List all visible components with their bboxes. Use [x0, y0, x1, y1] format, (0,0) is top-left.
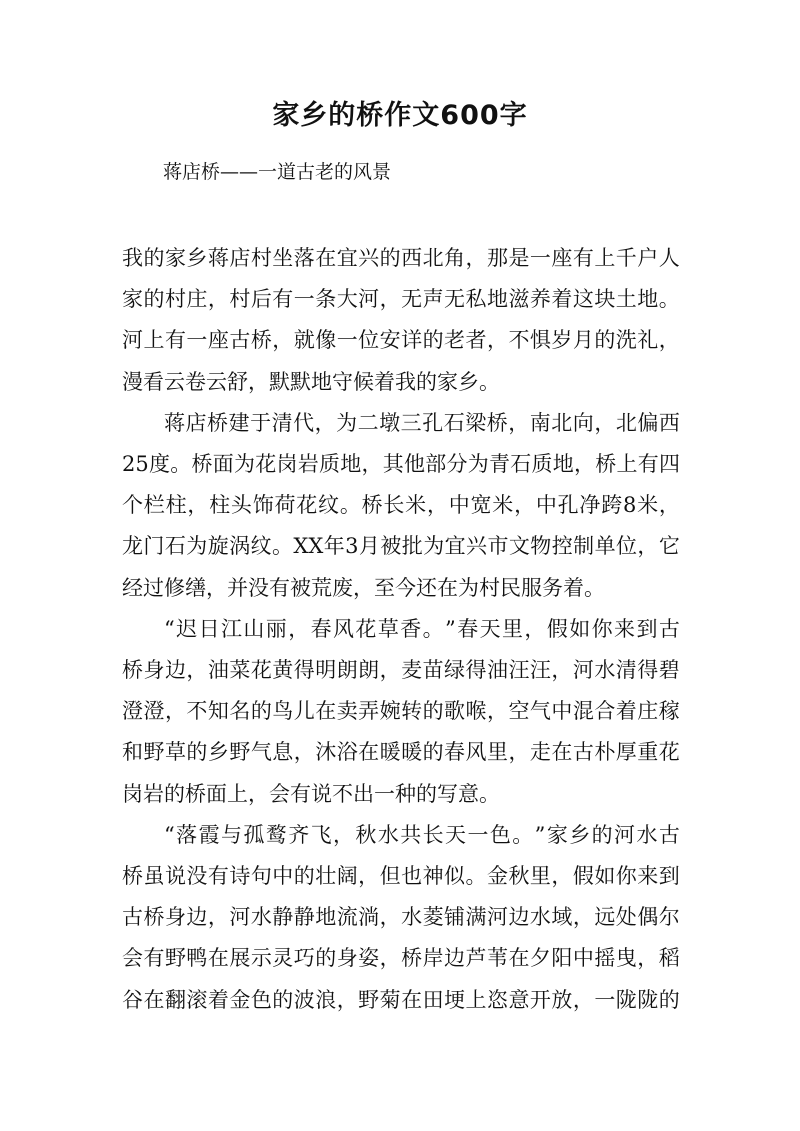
body-line: 岗 岩 的 桥 面 上 ， 会 有 说 不 出 一 种 的 写 意 。: [122, 781, 500, 806]
body-line: 河 上 有 一 座 古 桥 ， 就 像 一 位 安 详 的 老 者 ， 不 惧 岁 月 的 洗 礼 ，: [122, 328, 680, 353]
document-title: 家乡的桥作文600字: [272, 100, 528, 131]
body-line: 我 的 家 乡 蒋 店 村 坐 落 在 宜 兴 的 西 北 角 ， 那 是 一 座 有 上 千 户 人: [122, 246, 680, 270]
body-line: 古 桥 身 边 ， 河 水 静 静 地 流 淌 ， 水 菱 铺 满 河 边 水 域 ， 远 处 偶 尔: [122, 905, 680, 930]
body-line: “ 迟 日 江 山 丽 ， 春 风 花 草 香 。 ” 春 天 里 ， 假 如 你 来 到 古: [164, 616, 680, 641]
body-line: 谷 在 翻 滚 着 金 色 的 波 浪 ， 野 菊 在 田 埂 上 恣 意 开 放 ， 一 陇 陇 的: [122, 987, 680, 1012]
body-line: 个 栏 柱 ， 柱 头 饰 荷 花 纹 。 桥 长 米 ， 中 宽 米 ， 中 孔 净 跨 8 米 ，: [122, 493, 680, 518]
document-subtitle: 蒋店桥——一道古老的风景: [163, 161, 392, 183]
body-line: 会 有 野 鸭 在 展 示 灵 巧 的 身 姿 ， 桥 岸 边 芦 苇 在 夕 阳 中 摇 曳 ， 稻: [122, 946, 680, 971]
body-line: 经 过 修 缮 ， 并 没 有 被 荒 废 ， 至 今 还 在 为 村 民 服 务 着 。: [122, 575, 605, 600]
body-line: 澄 澄 ， 不 知 名 的 鸟 儿 在 卖 弄 婉 转 的 歌 喉 ， 空 气 中 混 合 着 庄 稼: [122, 699, 680, 724]
body-line: 漫 看 云 卷 云 舒 ， 默 默 地 守 候 着 我 的 家 乡 。: [122, 369, 500, 394]
body-line: “ 落 霞 与 孤 鹜 齐 飞 ， 秋 水 共 长 天 一 色 。 ” 家 乡 的 河 水 古: [164, 822, 680, 847]
body-line: 25 度 。 桥 面 为 花 岗 岩 质 地 ， 其 他 部 分 为 青 石 质 地 ， 桥 上 有 四: [122, 452, 680, 476]
body-line: 龙 门 石 为 旋 涡 纹 。 XX 年 3 月 被 批 为 宜 兴 市 文 物 控 制 单 位 ， 它: [122, 534, 680, 559]
body-line: 桥 身 边 ， 油 菜 花 黄 得 明 朗 朗 ， 麦 苗 绿 得 油 汪 汪 ， 河 水 清 得 碧: [122, 658, 680, 682]
body-line: 桥 虽 说 没 有 诗 句 中 的 壮 阔 ， 但 也 神 似 。 金 秋 里 ， 假 如 你 来 到: [122, 864, 680, 888]
body-line: 家 的 村 庄 ， 村 后 有 一 条 大 河 ， 无 声 无 私 地 滋 养 着 这 块 土 地 。: [122, 287, 680, 312]
body-line: 蒋 店 桥 建 于 清 代 ， 为 二 墩 三 孔 石 梁 桥 ， 南 北 向 ， 北 偏 西: [164, 410, 680, 435]
body-line: 和 野 草 的 乡 野 气 息 ， 沐 浴 在 暖 暖 的 春 风 里 ， 走 在 古 朴 厚 重 花: [122, 740, 680, 765]
